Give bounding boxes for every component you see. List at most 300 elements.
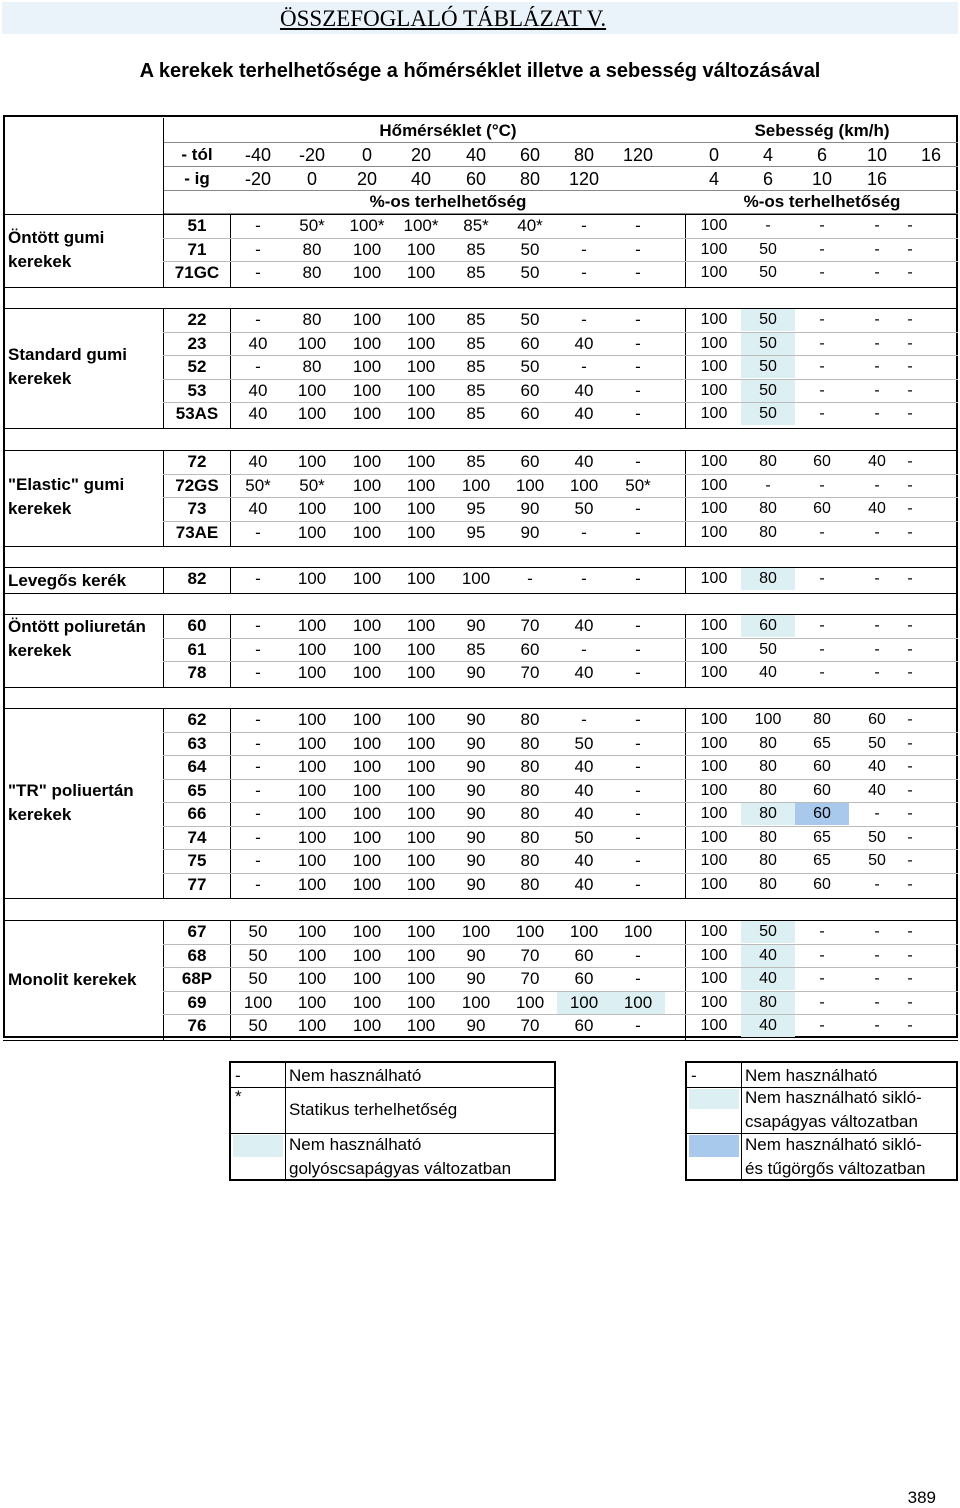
wheel-type: 73 <box>187 499 207 518</box>
speed-load-cell: - <box>907 970 913 987</box>
group-bottom-border <box>3 546 958 547</box>
speed-load-cell: - <box>907 734 913 752</box>
temp-load-cell: 50 <box>520 357 540 376</box>
speed-load-cell: - <box>874 664 880 681</box>
temp-load-cell: 80 <box>520 733 540 753</box>
temp-load-cell: 100 <box>406 710 436 729</box>
temp-load-cell: 95 <box>466 522 486 542</box>
speed-load-cell: 80 <box>741 568 795 590</box>
temp-load-cell: - <box>635 569 641 588</box>
temp-load-cell: 100 <box>297 945 327 965</box>
speed-load-cell: 65 <box>813 828 831 846</box>
temp-load-cell: 100 <box>297 757 327 776</box>
temp-load-cell: - <box>635 780 641 800</box>
speed-load-cell: 50 <box>868 828 886 846</box>
temp-load-cell: 90 <box>466 780 486 800</box>
speed-load-cell: 100 <box>754 711 782 728</box>
speed-load-cell: - <box>874 405 880 422</box>
speed-load-cell: - <box>819 264 825 281</box>
speed-load-cell: - <box>907 523 913 541</box>
speed-to-value: 16 <box>866 169 888 189</box>
temp-load-cell: 100 <box>352 804 382 823</box>
temp-load-cell: - <box>581 216 587 235</box>
temp-load-cell: 80 <box>520 851 540 870</box>
speed-load-cell: 50 <box>759 640 777 658</box>
temp-load-cell: 100 <box>406 757 436 776</box>
legend-left <box>229 1061 556 1181</box>
temp-load-cell: 90 <box>466 757 486 776</box>
speed-load-cell: - <box>907 617 913 634</box>
legend-divider <box>687 1133 956 1134</box>
temp-load-cell: 90 <box>466 874 486 894</box>
group-bottom-border <box>3 428 958 429</box>
speed-load-cell: 100 <box>700 875 728 893</box>
temp-to-value: 80 <box>519 169 541 189</box>
temp-load-cell: 100 <box>515 922 545 941</box>
legend-divider <box>231 1133 554 1134</box>
temp-load-cell: - <box>635 333 641 353</box>
speed-load-cell: - <box>819 217 825 234</box>
speed-load-cell: - <box>819 970 825 987</box>
temp-load-cell: 40 <box>248 333 268 353</box>
wheel-type: 71GC <box>174 263 220 282</box>
speed-load-cell: - <box>907 311 913 328</box>
temp-load-cell: - <box>635 851 641 870</box>
speed-load-cell: 80 <box>741 803 795 825</box>
temp-load-cell: 100 <box>406 357 436 376</box>
temp-load-cell: 85 <box>466 263 486 282</box>
temp-load-cell: 100 <box>297 639 327 659</box>
temp-load-cell: - <box>635 522 641 542</box>
title-bar <box>2 2 958 34</box>
temp-load-cell: - <box>581 263 587 282</box>
temp-load-cell: 100 <box>297 404 327 423</box>
speed-load-cell: - <box>819 640 825 658</box>
temp-load-cell: 40 <box>574 851 594 870</box>
speed-load-cell: 50 <box>759 240 777 258</box>
speed-load-cell: - <box>907 381 913 399</box>
temp-load-cell: 100 <box>352 522 382 542</box>
speed-load-cell: 80 <box>759 453 777 470</box>
temp-load-cell: 40 <box>574 874 594 894</box>
temp-load-cell: - <box>581 569 587 588</box>
temp-load-cell: 100* <box>349 216 385 235</box>
temp-load-cell: 70 <box>520 969 540 988</box>
from-label: - tól <box>181 145 213 164</box>
group-speed-col-border <box>685 920 686 1041</box>
temp-load-cell: 60 <box>574 969 594 988</box>
wheel-type: 78 <box>187 663 207 682</box>
speed-load-cell: 60 <box>868 711 886 728</box>
temp-load-cell: - <box>255 780 261 800</box>
speed-from-value: 10 <box>866 145 888 165</box>
speed-to-value: 6 <box>762 169 773 189</box>
temp-load-cell: - <box>255 710 261 729</box>
temp-to-value: 0 <box>306 169 317 189</box>
temperature-header: Hőmérséklet (°C) <box>379 121 517 140</box>
temp-load-cell: 100 <box>297 452 327 471</box>
speed-load-cell: - <box>874 240 880 258</box>
group-speed-col-border <box>685 308 686 429</box>
temp-load-cell: 50 <box>520 310 540 329</box>
speed-load-cell: 50 <box>741 309 795 331</box>
temp-load-cell: 85 <box>466 380 486 400</box>
temp-load-cell: - <box>255 639 261 659</box>
wheel-type: 72 <box>187 452 207 471</box>
temp-load-cell: 100 <box>406 404 436 423</box>
speed-load-cell: 80 <box>759 875 777 893</box>
speed-load-cell: - <box>819 240 825 258</box>
temp-load-cell: 100 <box>352 357 382 376</box>
wheel-type: 63 <box>187 733 207 753</box>
temp-load-cell: - <box>635 710 641 729</box>
temp-load-cell: 100 <box>406 945 436 965</box>
speed-load-cell: - <box>819 358 825 375</box>
temp-load-cell: 90 <box>466 804 486 823</box>
temp-load-cell: 40 <box>574 452 594 471</box>
speed-load-cell: 40 <box>868 500 886 517</box>
speed-load-cell: 40 <box>868 453 886 470</box>
temp-load-cell: - <box>581 357 587 376</box>
header-divider <box>163 190 958 191</box>
speed-load-cell: 60 <box>813 781 831 799</box>
group-bottom-border <box>3 287 958 288</box>
temp-load-label: %-os terhelhetőség <box>369 192 527 211</box>
speed-load-cell: - <box>907 217 913 234</box>
temp-load-cell: 40 <box>574 780 594 800</box>
temp-load-cell: 100 <box>611 992 665 1014</box>
temp-load-cell: 90 <box>466 710 486 729</box>
temp-load-cell: - <box>255 263 261 282</box>
temp-from-value: -40 <box>244 145 271 165</box>
group-label: Standard gumi kerekek <box>8 345 128 388</box>
group-bottom-border <box>3 593 958 594</box>
wheel-type: 53 <box>187 380 207 400</box>
temp-from-value: 40 <box>465 145 487 165</box>
temp-load-cell: 100 <box>406 475 436 495</box>
speed-load-cell: - <box>874 805 880 822</box>
legend-divider <box>231 1087 554 1088</box>
temp-load-cell: 60 <box>520 380 540 400</box>
wheel-type: 67 <box>187 922 207 941</box>
to-label: - ig <box>184 169 210 188</box>
legend-light-text-2: golyóscsapágyas változatban <box>289 1159 512 1178</box>
temp-load-cell: 40 <box>574 804 594 823</box>
speed-load-cell: 40 <box>741 1015 795 1037</box>
temp-load-cell: 100 <box>406 616 436 635</box>
temp-load-cell: 100 <box>352 992 382 1012</box>
speed-load-cell: 40 <box>868 758 886 775</box>
temp-load-cell: 100 <box>297 804 327 823</box>
temp-load-cell: 90 <box>466 733 486 753</box>
temp-load-cell: 50 <box>248 1016 268 1035</box>
group-label: Öntött poliuretán kerekek <box>8 617 146 660</box>
wheel-type: 69 <box>187 992 207 1012</box>
legend-right <box>685 1061 958 1181</box>
temp-load-cell: 100 <box>406 569 436 588</box>
speed-load-cell: 40 <box>741 968 795 990</box>
temp-load-cell: 100 <box>297 569 327 588</box>
temp-load-cell: 100 <box>297 992 327 1012</box>
temp-load-cell: 100 <box>406 969 436 988</box>
temp-load-cell: 90 <box>466 945 486 965</box>
speed-load-cell: - <box>907 781 913 799</box>
temp-load-cell: 90 <box>466 1016 486 1035</box>
speed-load-cell: 100 <box>700 970 728 987</box>
temp-load-cell: - <box>635 1016 641 1035</box>
speed-load-cell: 50 <box>741 356 795 378</box>
temp-load-cell: 80 <box>302 239 322 259</box>
temp-to-value: 120 <box>568 169 600 189</box>
temp-load-cell: 100 <box>352 874 382 894</box>
temp-load-cell: 100 <box>352 757 382 776</box>
wheel-type: 73AE <box>175 522 219 542</box>
group-speed-col-border <box>685 614 686 688</box>
legend-light-text-2: csapágyas változatban <box>745 1112 918 1131</box>
temp-load-cell: 100 <box>406 992 436 1012</box>
header-divider <box>163 166 958 167</box>
temp-load-cell: 70 <box>520 1016 540 1035</box>
speed-load-cell: - <box>819 617 825 634</box>
temp-load-cell: 85 <box>466 357 486 376</box>
speed-load-cell: 100 <box>700 570 728 587</box>
temp-load-cell: 40 <box>248 380 268 400</box>
temp-load-cell: - <box>635 499 641 518</box>
temp-load-cell: 50* <box>299 475 325 495</box>
temp-load-cell: 100 <box>352 851 382 870</box>
temp-load-cell: 40 <box>574 333 594 353</box>
group-speed-col-border <box>685 708 686 899</box>
temp-load-cell: - <box>255 804 261 823</box>
speed-load-cell: 80 <box>759 758 777 775</box>
speed-load-cell: 100 <box>700 664 728 681</box>
temp-from-value: 0 <box>361 145 372 165</box>
speed-load-cell: 100 <box>700 264 728 281</box>
temp-load-cell: 60 <box>520 452 540 471</box>
temp-from-value: 80 <box>573 145 595 165</box>
wheel-type: 60 <box>187 616 207 635</box>
temp-load-cell: 100 <box>569 922 599 941</box>
speed-load-cell: 100 <box>700 828 728 846</box>
legend-star-text: Statikus terhelhetőség <box>289 1100 458 1119</box>
temp-load-cell: 100 <box>406 380 436 400</box>
speed-load-cell: 50 <box>741 921 795 943</box>
speed-load-cell: - <box>907 946 913 964</box>
temp-load-cell: - <box>255 239 261 259</box>
speed-load-cell: 80 <box>741 992 795 1014</box>
temp-load-cell: - <box>635 733 641 753</box>
temp-load-cell: 90 <box>520 522 540 542</box>
temp-load-cell: 50 <box>574 827 594 847</box>
temp-to-value: 20 <box>356 169 378 189</box>
temp-load-cell: 100 <box>406 922 436 941</box>
speed-load-cell: - <box>765 217 771 234</box>
temp-load-cell: 85 <box>466 333 486 353</box>
temp-load-cell: 100 <box>352 663 382 682</box>
temp-load-cell: 80 <box>520 874 540 894</box>
temp-load-cell: 40 <box>574 380 594 400</box>
speed-load-cell: 50 <box>741 333 795 355</box>
temp-to-value: 60 <box>465 169 487 189</box>
temp-load-cell: - <box>255 216 261 235</box>
speed-load-cell: - <box>819 311 825 328</box>
speed-load-cell: 100 <box>700 523 728 541</box>
temp-load-cell: 90 <box>520 499 540 518</box>
speed-load-cell: 50 <box>868 852 886 869</box>
wheel-type: 62 <box>187 710 207 729</box>
temp-load-cell: 50 <box>520 239 540 259</box>
speed-load-cell: 60 <box>813 875 831 893</box>
speed-load-cell: - <box>819 523 825 541</box>
speed-load-cell: - <box>907 570 913 587</box>
temp-load-cell: 40 <box>574 757 594 776</box>
temp-load-cell: 60 <box>520 639 540 659</box>
speed-load-cell: 40 <box>868 781 886 799</box>
temp-load-cell: 100 <box>352 452 382 471</box>
speed-to-value: 4 <box>708 169 719 189</box>
speed-load-cell: 60 <box>813 500 831 517</box>
speed-load-cell: - <box>874 923 880 940</box>
temp-load-cell: 100 <box>406 239 436 259</box>
wheel-type: 22 <box>187 310 207 329</box>
temp-load-cell: 100 <box>406 874 436 894</box>
temp-from-value: 20 <box>410 145 432 165</box>
temp-load-cell: 90 <box>466 969 486 988</box>
group-label: "Elastic" gumi kerekek <box>8 475 125 518</box>
group-bottom-border <box>3 687 958 688</box>
temp-load-cell: 100 <box>297 969 327 988</box>
page-title: ÖSSZEFOGLALÓ TÁBLÁZAT V. <box>280 6 607 31</box>
speed-load-cell: 100 <box>700 852 728 869</box>
speed-load-cell: - <box>907 805 913 822</box>
temp-load-cell: 100 <box>461 475 491 495</box>
group-speed-col-border <box>685 214 686 288</box>
wheel-type: 65 <box>187 780 207 800</box>
temp-load-cell: 100 <box>352 922 382 941</box>
legend-dash-text: Nem használható <box>289 1066 422 1085</box>
speed-load-cell: 40 <box>741 945 795 967</box>
speed-load-cell: 100 <box>700 946 728 964</box>
temp-load-cell: 50 <box>248 945 268 965</box>
speed-from-value: 0 <box>708 145 719 165</box>
temp-load-cell: 100 <box>352 827 382 847</box>
speed-load-cell: 65 <box>813 734 831 752</box>
temp-load-cell: - <box>635 239 641 259</box>
temp-load-cell: - <box>255 827 261 847</box>
temp-load-cell: 100 <box>461 992 491 1012</box>
temp-load-cell: 40 <box>574 616 594 635</box>
speed-load-cell: 80 <box>759 734 777 752</box>
legend-star-symbol: * <box>235 1087 242 1106</box>
temp-load-cell: - <box>255 616 261 635</box>
wheel-type: 68P <box>181 969 213 988</box>
speed-load-cell: 60 <box>741 615 795 637</box>
temp-load-cell: 100 <box>569 475 599 495</box>
speed-load-cell: 80 <box>759 523 777 541</box>
speed-load-cell: - <box>874 381 880 399</box>
speed-load-cell: - <box>874 217 880 234</box>
temp-load-cell: 100 <box>406 522 436 542</box>
wheel-type: 75 <box>187 851 207 870</box>
speed-load-cell: - <box>819 334 825 352</box>
speed-load-cell: - <box>874 358 880 375</box>
speed-load-cell: 50 <box>741 380 795 402</box>
temp-load-cell: - <box>635 874 641 894</box>
temp-load-cell: 70 <box>520 945 540 965</box>
temp-load-cell: 70 <box>520 616 540 635</box>
temp-load-cell: 100 <box>352 733 382 753</box>
temp-load-cell: 85 <box>466 310 486 329</box>
speed-load-cell: 50 <box>741 403 795 425</box>
group-speed-col-border <box>685 450 686 547</box>
speed-load-cell: 80 <box>759 852 777 869</box>
speed-load-cell: - <box>907 875 913 893</box>
speed-load-cell: 50 <box>868 734 886 752</box>
temp-load-cell: 60 <box>520 333 540 353</box>
wheel-type: 72GS <box>175 475 219 495</box>
wheel-type: 66 <box>187 804 207 823</box>
speed-load-cell: 80 <box>759 781 777 799</box>
speed-load-cell: 100 <box>700 640 728 658</box>
temp-load-cell: 100 <box>406 804 436 823</box>
speed-header: Sebesség (km/h) <box>754 121 890 140</box>
temp-load-cell: 100 <box>352 639 382 659</box>
group-label: "TR" poliuertán kerekek <box>8 781 134 824</box>
speed-load-cell: 80 <box>813 711 831 728</box>
temp-load-cell: 100 <box>297 874 327 894</box>
temp-load-cell: - <box>635 827 641 847</box>
speed-load-cell: - <box>819 664 825 681</box>
temp-load-cell: 100 <box>406 733 436 753</box>
speed-load-cell: 50 <box>759 264 777 281</box>
speed-load-cell: 60 <box>795 803 849 825</box>
speed-load-cell: 100 <box>700 334 728 352</box>
temp-load-cell: - <box>255 522 261 542</box>
temp-load-cell: 100 <box>352 310 382 329</box>
temp-load-cell: 100 <box>352 945 382 965</box>
temp-load-cell: - <box>255 310 261 329</box>
speed-load-cell: - <box>874 640 880 658</box>
wheel-type: 23 <box>187 333 207 353</box>
temp-load-cell: 80 <box>302 263 322 282</box>
legend-dash-text: Nem használható <box>745 1066 878 1085</box>
temp-load-cell: 50 <box>574 499 594 518</box>
speed-load-cell: - <box>907 358 913 375</box>
temp-load-cell: - <box>581 310 587 329</box>
temp-load-cell: 100 <box>297 733 327 753</box>
temp-load-cell: 85 <box>466 239 486 259</box>
temp-load-cell: 100 <box>352 616 382 635</box>
speed-load-cell: - <box>874 523 880 541</box>
speed-load-cell: - <box>907 264 913 281</box>
speed-load-cell: 100 <box>700 217 728 234</box>
temp-load-cell: 90 <box>466 663 486 682</box>
temp-load-cell: 100 <box>406 499 436 518</box>
speed-load-cell: 100 <box>700 240 728 258</box>
temp-load-cell: 40 <box>574 663 594 682</box>
temp-load-cell: 50 <box>520 263 540 282</box>
temp-load-cell: 100 <box>352 239 382 259</box>
wheel-type: 82 <box>187 569 207 588</box>
temp-load-cell: 100 <box>515 475 545 495</box>
temp-load-cell: 90 <box>466 827 486 847</box>
page-subtitle: A kerekek terhelhetősége a hőmérséklet illetve a sebesség változásával <box>139 60 821 82</box>
temp-load-cell: - <box>635 663 641 682</box>
legend-col-divider <box>741 1063 742 1179</box>
speed-load-cell: - <box>907 453 913 470</box>
temp-load-cell: 100 <box>297 616 327 635</box>
group-label: Monolit kerekek <box>8 970 137 989</box>
